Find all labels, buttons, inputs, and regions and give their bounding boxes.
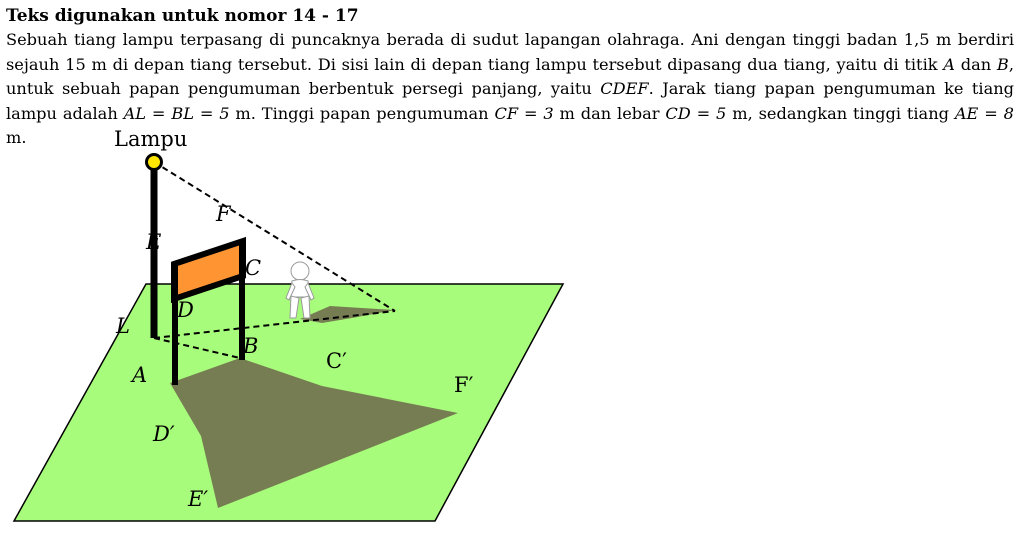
- point-a: A: [943, 54, 955, 74]
- lamp-bulb: [147, 155, 162, 170]
- board-cdef: CDEF: [600, 79, 649, 98]
- point-b: B: [996, 54, 1009, 74]
- label-f-prime: F′: [454, 373, 474, 397]
- text-and: dan: [955, 54, 997, 74]
- equation-al-bl: AL = BL = 5: [123, 103, 230, 123]
- equation-cf: CF = 3: [494, 103, 554, 123]
- text-width: m dan lebar: [553, 103, 666, 123]
- text-distance: . Jarak tiang papan pengumuman ke tiang lampu adalah: [6, 79, 1015, 123]
- text-board: , untuk sebuah papan pengumuman berbentuk persegi panjang, yaitu: [6, 54, 1014, 98]
- label-f: F: [216, 202, 231, 226]
- label-b: B: [243, 334, 259, 358]
- label-d: D: [177, 298, 194, 322]
- label-l: L: [116, 314, 130, 338]
- lamp-label: Lampu: [114, 127, 188, 151]
- label-c-prime: C′: [326, 349, 347, 373]
- text-sentence-1: Sebuah tiang lampu terpasang di puncaknya berada di sudut lapangan olahraga. Ani dengan tinggi badan 1,5 m berdiri sejauh 15 m di depan tiang tersebut. Di sisi lain di depan tiang lampu tersebut dipasang dua tiang, yaitu di titik: [6, 30, 1014, 74]
- text-end: m.: [6, 128, 27, 147]
- equation-ae: AE = 8: [954, 103, 1014, 123]
- text-board-height: m. Tinggi papan pengumuman: [229, 103, 495, 123]
- label-c: C: [245, 256, 262, 280]
- text-pole-height: m, sedangkan tinggi tiang: [726, 103, 955, 123]
- label-a: A: [132, 363, 148, 387]
- equation-cd: CD = 5: [665, 103, 727, 123]
- section-heading: Teks digunakan untuk nomor 14 - 17: [6, 6, 359, 26]
- label-e: E: [146, 230, 162, 254]
- label-d-prime: D′: [153, 422, 175, 446]
- label-e-prime: E′: [188, 487, 209, 511]
